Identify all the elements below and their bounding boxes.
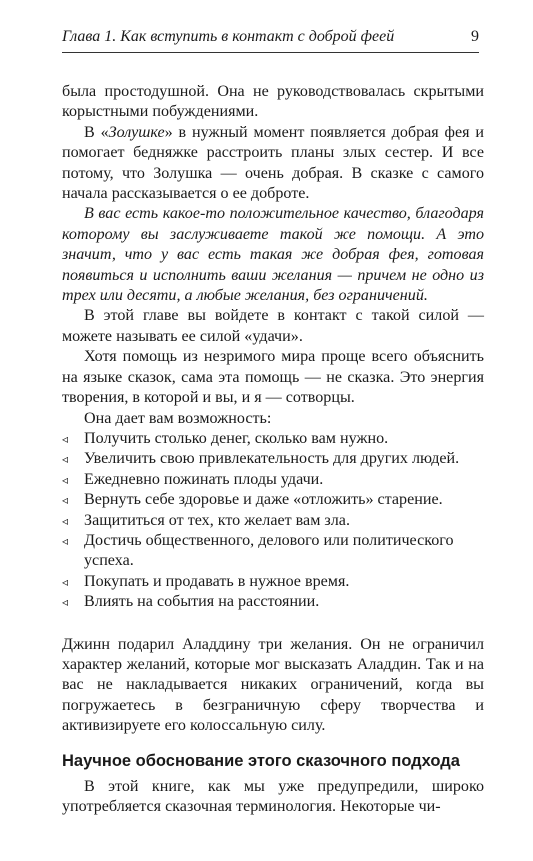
list-bullet-icon: ◃: [62, 431, 69, 446]
list-bullet-icon: ◃: [62, 472, 69, 487]
list-item: ◃ Влиять на события на расстоянии.: [62, 592, 484, 612]
section-heading: Научное обоснование этого сказочного подхода: [62, 751, 460, 770]
page-number: 9: [471, 28, 479, 45]
list-bullet-icon: ◃: [62, 574, 69, 589]
paragraph-2-start: В «: [84, 123, 109, 141]
paragraph-4: В этой главе вы войдете в контакт с такой силой — можете называть ее силой «удачи».: [62, 307, 484, 345]
running-header: [62, 28, 479, 53]
paragraph-2: [62, 123, 484, 205]
list-item: ◃ Увеличить свою привлекательность для других людей.: [62, 449, 484, 469]
cinderella-title: Золушке: [108, 123, 165, 141]
list-item: ◃ Получить столько денег, сколько вам нужно.: [62, 429, 484, 449]
list-item: ◃ Покупать и продавать в нужное время.: [62, 572, 484, 592]
list-bullet-icon: ◃: [62, 452, 69, 467]
paragraph-1: была простодушной. Она не руководствовалась скрытыми корыстными побуждениями.: [62, 83, 484, 121]
paragraph-5: Хотя помощь из незримого мира проще всего объяснить на языке сказок, сама эта помощь — не сказка. Это энергия творения, в которой и вы, и я — сотворцы.: [62, 348, 484, 407]
list-bullet-icon: ◃: [62, 493, 69, 508]
list-item: ◃ Защититься от тех, кто желает вам зла.: [62, 511, 484, 531]
paragraph-7: Джинн подарил Аладдину три желания. Он не ограничил характер желаний, которые мог высказать Аладдин. Так и на вас не накладывается никаких ограничений, когда вы погружаетесь в безграничную сферу творчества и активизируете его колоссальную силу.: [62, 635, 484, 735]
benefits-list: [62, 429, 484, 613]
list-bullet-icon: ◃: [62, 595, 69, 610]
chapter-title: Глава 1. Как вступить в контакт с доброй феей: [62, 28, 395, 45]
list-item: ◃ Вернуть себе здоровье и даже «отложить» старение.: [62, 490, 484, 510]
paragraph-2-rest: » в нужный момент появляется добрая фея и помогает бедняжке расстроить планы злых сестер. И все потому, что Золушка — очень добрая. В сказке с самого начала рассказывается о ее доброте.: [62, 123, 484, 203]
page-body: [62, 82, 484, 818]
paragraph-6: Она дает вам возможность:: [84, 409, 272, 427]
list-item: ◃ Ежедневно пожинать плоды удачи.: [62, 470, 484, 490]
spacer: [62, 613, 484, 635]
list-bullet-icon: ◃: [62, 533, 69, 548]
paragraph-8: В этой книге, как мы уже предупредили, широко употребляется сказочная терминология. Некоторые чи-: [62, 778, 484, 816]
list-item: ◃ Достичь общественного, делового или политического успеха.: [62, 531, 454, 570]
list-bullet-icon: ◃: [62, 513, 69, 528]
paragraph-3-italic: В вас есть какое-то положительное качество, благодаря которому вы заслуживаете такой же помощи. А это значит, что у вас есть такая же добрая фея, готовая появиться и исполнить ваши желания — причем не одно из трех или десяти, а любые желания, без ограничений.: [62, 205, 484, 305]
